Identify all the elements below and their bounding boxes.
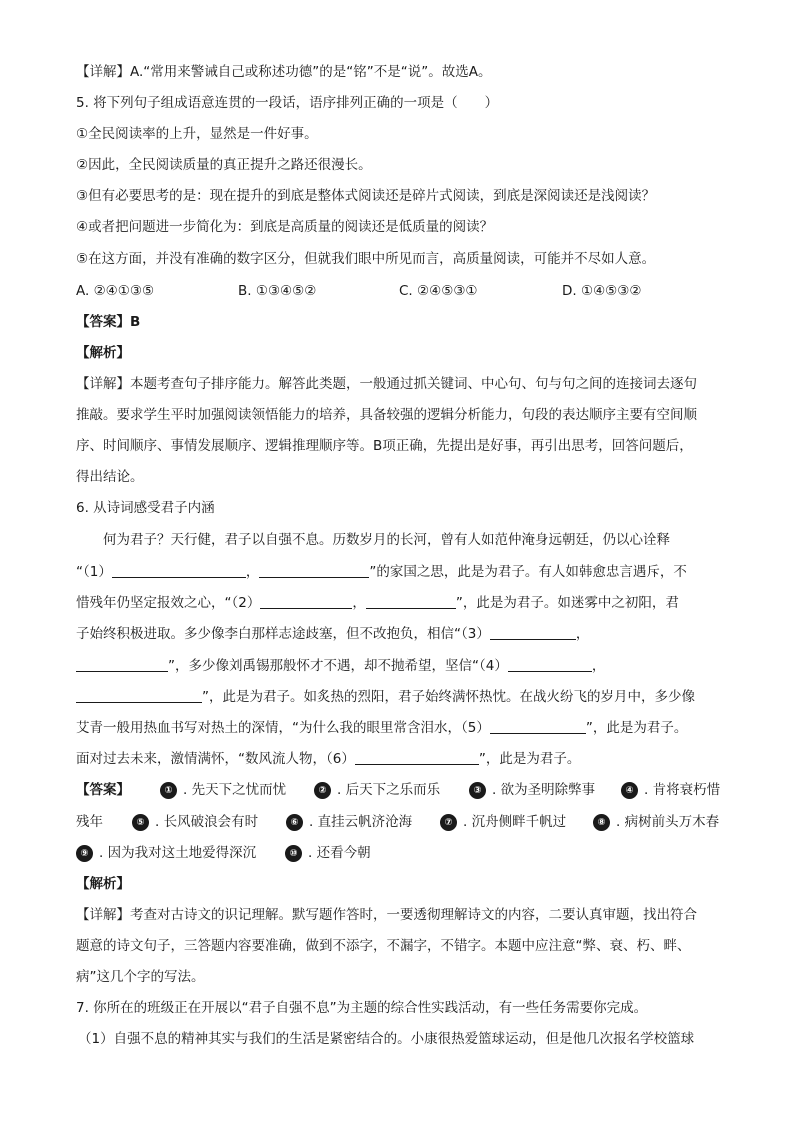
q6-detail-line-2: 题意的诗文句子，三答题内容要准确，做到不添字，不漏字，不错字。本题中应注意“弊、衰、朽、畔、 — [76, 938, 691, 954]
q6-para-line-6-rest: ”，此是为君子。如炙热的烈阳，君子始终满怀热忱。在战火纷飞的岁月中，多少像 — [202, 689, 695, 705]
q6-para-line-4-start: 子始终积极进取。多少像李白那样志途歧塞，但不改抱负，相信“（3） — [76, 626, 490, 642]
circled-number-icon: ① — [160, 782, 177, 799]
q6-answer-label: 【答案】 — [76, 782, 130, 798]
q5-sentence-4: ④或者把问题进一步简化为：到底是高质量的阅读还是低质量的阅读？ — [76, 219, 494, 235]
q6-blank-8[interactable] — [76, 688, 202, 703]
q6-blank-5[interactable] — [490, 625, 576, 640]
q6-para-line-2 — [76, 562, 687, 582]
q6-para-line-6 — [76, 687, 695, 707]
circled-number-icon: ② — [314, 782, 331, 799]
q5-detail-line-4: 得出结论。 — [76, 469, 144, 485]
q6-para-line-1: 何为君子？天行健，君子以自强不息。历数岁月的长河，曾有人如范仲淹身远朝廷，仍以心诠释 — [103, 532, 670, 548]
q5-option-a: A. ②④①③⑤ — [76, 283, 155, 299]
q5-sentence-3: ③但有必要思考的是：现在提升的到底是整体式阅读还是碎片式阅读，到底是深阅读还是浅阅读？ — [76, 188, 656, 204]
q5-detail-line-3: 序、时间顺序、事情发展顺序、逻辑推理顺序等。B项正确，先提出是好事，再引出思考，回答问题后， — [76, 438, 693, 454]
q6-comma: ， — [591, 658, 606, 674]
q6-answer-10: ⑩ . 还看今朝 — [285, 843, 371, 863]
q6-answer-5: ⑤ . 长风破浪会有时 — [132, 812, 258, 832]
q6-blank-1-prefix: “（1） — [76, 564, 112, 580]
circled-number-icon: ⑥ — [286, 814, 303, 831]
q7-stem: 7. 你所在的班级正在开展以“君子自强不息”为主题的综合性实践活动，有一些任务需要你完成。 — [76, 1000, 648, 1016]
q6-blank-7[interactable] — [508, 657, 592, 672]
q6-blank-1[interactable] — [112, 563, 246, 578]
q6-para-line-8-rest: ”，此是为君子。 — [478, 751, 581, 767]
q6-para-line-7 — [76, 718, 687, 738]
q6-para-line-8 — [76, 749, 580, 769]
q5-detail-line-1: 【详解】本题考查句子排序能力。解答此类题，一般通过抓关键词、中心句、句与句之间的连接词去逐句 — [76, 376, 697, 392]
q5-sentence-5: ⑤在这方面，并没有准确的数字区分，但就我们眼中所见而言，高质量阅读，可能并不尽如人意。 — [76, 251, 656, 267]
q5-option-c: C. ②④⑤③① — [399, 283, 478, 299]
q6-para-line-7-start: 艾青一般用热血书写对热土的深情，“为什么我的眼里常含泪水，（5） — [76, 720, 490, 736]
q6-answer-1: ① . 先天下之忧而忧 — [160, 780, 286, 800]
q6-para-line-4 — [76, 624, 589, 644]
q6-answer-4: ④ . 肯将衰朽惜 — [621, 780, 720, 800]
q6-answer-2: ② . 后天下之乐而乐 — [314, 780, 440, 800]
q6-blank-3[interactable] — [260, 594, 352, 609]
q5-analysis-label: 【解析】 — [76, 345, 130, 361]
circled-number-icon: ④ — [621, 782, 638, 799]
q5-stem: 5. 将下列句子组成语意连贯的一段话，语序排列正确的一项是（ ） — [76, 95, 499, 111]
q6-comma: ， — [352, 595, 366, 611]
q6-blank-9[interactable] — [490, 719, 586, 734]
q6-comma: ， — [245, 564, 260, 580]
q7-sub-1: （1）自强不息的精神其实与我们的生活是紧密结合的。小康很热爱篮球运动，但是他几次报名学校篮球 — [78, 1031, 695, 1047]
circled-number-icon: ⑩ — [285, 845, 302, 862]
q6-para-line-8-start: 面对过去未来，激情满怀，“数风流人物，（6） — [76, 751, 355, 767]
q6-answer-8: ⑧ . 病树前头万木春 — [593, 812, 719, 832]
q6-detail-line-1: 【详解】考查对古诗文的识记理解。默写题作答时，一要透彻理解诗文的内容，二要认真审题，找出符合 — [76, 907, 697, 923]
q6-detail-line-3: 病”这几个字的写法。 — [76, 969, 205, 985]
q5-sentence-1: ①全民阅读率的上升，显然是一件好事。 — [76, 126, 318, 142]
q6-para-line-3 — [76, 593, 679, 613]
q6-answer-3: ③ . 欲为圣明除弊事 — [469, 780, 595, 800]
circled-number-icon: ⑦ — [440, 814, 457, 831]
q6-para-line-3-rest: ”，此是为君子。如迷雾中之初阳，君 — [455, 595, 679, 611]
q6-answer-9: ⑨ . 因为我对这土地爱得深沉 — [76, 843, 256, 863]
q6-blank-4[interactable] — [366, 594, 456, 609]
q6-para-line-5-rest: ”，多少像刘禹锡那般怀才不遇，却不抛希望，坚信“（4） — [168, 658, 508, 674]
q5-option-b: B. ①③④⑤② — [238, 283, 317, 299]
q5-answer: 【答案】B — [76, 314, 141, 330]
q6-blank-6[interactable] — [76, 657, 168, 672]
q6-answer-4-cont: 残年 — [76, 814, 103, 830]
circled-number-icon: ⑨ — [76, 845, 93, 862]
q5-option-d: D. ①④⑤③② — [562, 283, 642, 299]
circled-number-icon: ③ — [469, 782, 486, 799]
q6-para-line-7-rest: ”，此是为君子。 — [585, 720, 688, 736]
circled-number-icon: ⑧ — [593, 814, 610, 831]
q5-detail-line-2: 推敲。要求学生平时加强阅读领悟能力的培养，具备较强的逻辑分析能力，句段的表达顺序主要有空间顺 — [76, 407, 697, 423]
q6-para-line-3-start: 惜残年仍坚定报效之心，“（2） — [76, 595, 261, 611]
q4-detail: 【详解】A.“常用来警诫自己或称述功德”的是“铭”不是“说”。故选A。 — [76, 64, 492, 80]
circled-number-icon: ⑤ — [132, 814, 149, 831]
q6-comma: ， — [575, 626, 590, 642]
q6-blank-2[interactable] — [259, 563, 369, 578]
q6-analysis-label: 【解析】 — [76, 876, 130, 892]
q5-sentence-2: ②因此，全民阅读质量的真正提升之路还很漫长。 — [76, 157, 372, 173]
q6-para-line-5 — [76, 656, 605, 676]
q6-answer-7: ⑦ . 沉舟侧畔千帆过 — [440, 812, 566, 832]
q6-para-line-2-rest: ”的家国之思，此是为君子。有人如韩愈忠言遇斥，不 — [369, 564, 687, 580]
q6-blank-10[interactable] — [355, 750, 479, 765]
q6-answer-6: ⑥ . 直挂云帆济沧海 — [286, 812, 412, 832]
q6-title: 6. 从诗词感受君子内涵 — [76, 500, 215, 516]
